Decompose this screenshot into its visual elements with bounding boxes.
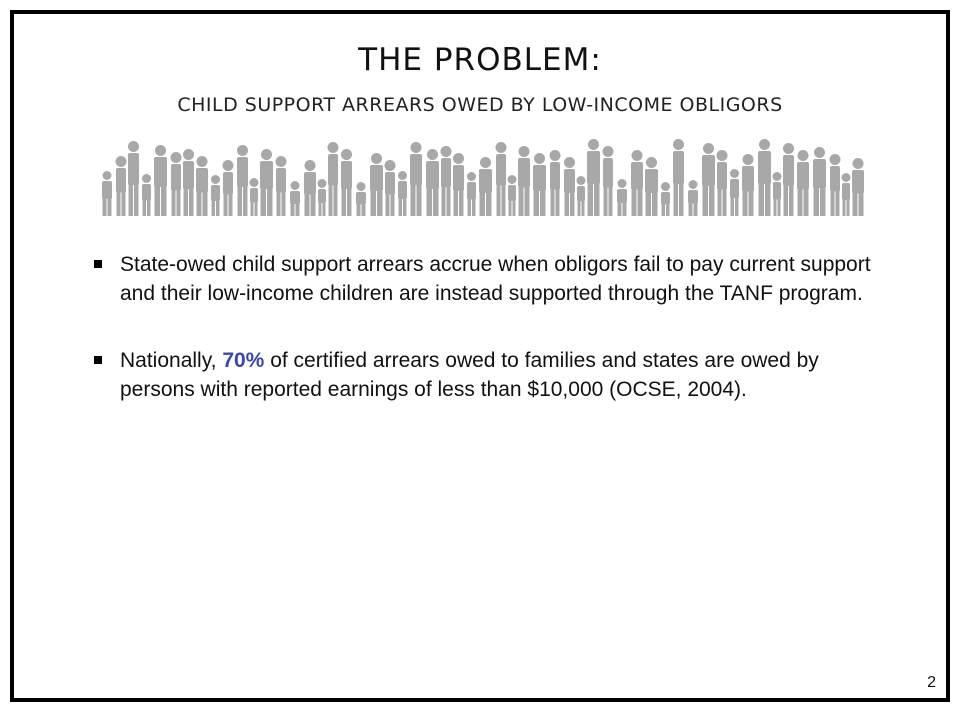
person-silhouette-icon: [453, 153, 464, 216]
person-silhouette-icon: [211, 175, 220, 216]
bullet-list: [86, 250, 876, 442]
person-silhouette-icon: [773, 172, 782, 216]
person-silhouette-icon: [830, 154, 841, 216]
person-silhouette-icon: [550, 150, 561, 216]
person-silhouette-icon: [171, 152, 182, 216]
person-silhouette-icon: [479, 157, 492, 216]
person-silhouette-icon: [797, 150, 809, 216]
person-silhouette-icon: [688, 180, 698, 216]
person-silhouette-icon: [661, 182, 670, 216]
person-silhouette-icon: [742, 154, 754, 216]
person-silhouette-icon: [341, 149, 352, 216]
person-silhouette-icon: [587, 139, 600, 216]
person-silhouette-icon: [717, 150, 728, 216]
person-silhouette-icon: [196, 156, 208, 216]
slide-subtitle: CHILD SUPPORT ARREARS OWED BY LOW-INCOME OBLIGORS: [177, 94, 783, 116]
person-silhouette-icon: [183, 149, 194, 216]
person-silhouette-icon: [276, 156, 287, 216]
person-silhouette-icon: [410, 142, 422, 216]
person-silhouette-icon: [441, 146, 452, 216]
person-silhouette-icon: [304, 160, 316, 216]
person-silhouette-icon: [564, 157, 575, 216]
bullet-item: [86, 250, 876, 308]
person-silhouette-icon: [813, 147, 826, 216]
bullet-text-suffix: of certified arrears owed to families and states are owed by persons with reported earnings of less than $10,000 (OCSE, 2004).: [120, 349, 819, 401]
person-silhouette-icon: [603, 146, 614, 216]
person-silhouette-icon: [508, 175, 517, 216]
person-silhouette-icon: [328, 142, 339, 216]
person-silhouette-icon: [673, 139, 684, 216]
person-silhouette-icon: [370, 153, 383, 216]
person-silhouette-icon: [250, 178, 259, 216]
slide-frame: [10, 10, 950, 702]
person-silhouette-icon: [290, 181, 300, 216]
person-silhouette-icon: [842, 173, 851, 216]
person-silhouette-icon: [318, 179, 327, 216]
person-silhouette-icon: [467, 172, 476, 216]
person-silhouette-icon: [142, 174, 151, 216]
bullet-text-prefix: Nationally,: [120, 349, 223, 372]
person-silhouette-icon: [730, 169, 739, 216]
person-silhouette-icon: [758, 139, 771, 216]
square-bullet-icon: [94, 356, 102, 364]
people-silhouettes-image: [98, 136, 868, 218]
person-silhouette-icon: [223, 160, 234, 216]
person-silhouette-icon: [645, 157, 658, 216]
person-silhouette-icon: [783, 143, 794, 216]
person-silhouette-icon: [631, 150, 643, 216]
person-silhouette-icon: [260, 149, 273, 216]
person-silhouette-icon: [577, 176, 586, 216]
person-silhouette-icon: [102, 171, 112, 216]
person-silhouette-icon: [154, 145, 167, 216]
person-silhouette-icon: [116, 156, 127, 216]
person-silhouette-icon: [398, 171, 407, 216]
person-silhouette-icon: [533, 153, 546, 216]
person-silhouette-icon: [702, 143, 715, 216]
highlight-percentage: 70%: [222, 349, 265, 372]
bullet-text: State-owed child support arrears accrue when obligors fail to pay current support and their low-income children are instead supported through the TANF program.: [120, 253, 871, 305]
person-silhouette-icon: [385, 160, 396, 216]
person-silhouette-icon: [237, 145, 248, 216]
page-number: 2: [927, 674, 936, 691]
person-silhouette-icon: [617, 179, 627, 216]
person-silhouette-icon: [356, 182, 366, 216]
person-silhouette-icon: [128, 141, 139, 216]
person-silhouette-icon: [496, 142, 507, 216]
square-bullet-icon: [94, 260, 102, 268]
person-silhouette-icon: [426, 149, 439, 216]
person-silhouette-icon: [518, 146, 530, 216]
slide-title: THE PROBLEM:: [358, 42, 602, 78]
person-silhouette-icon: [852, 158, 864, 216]
bullet-item: [86, 346, 876, 404]
